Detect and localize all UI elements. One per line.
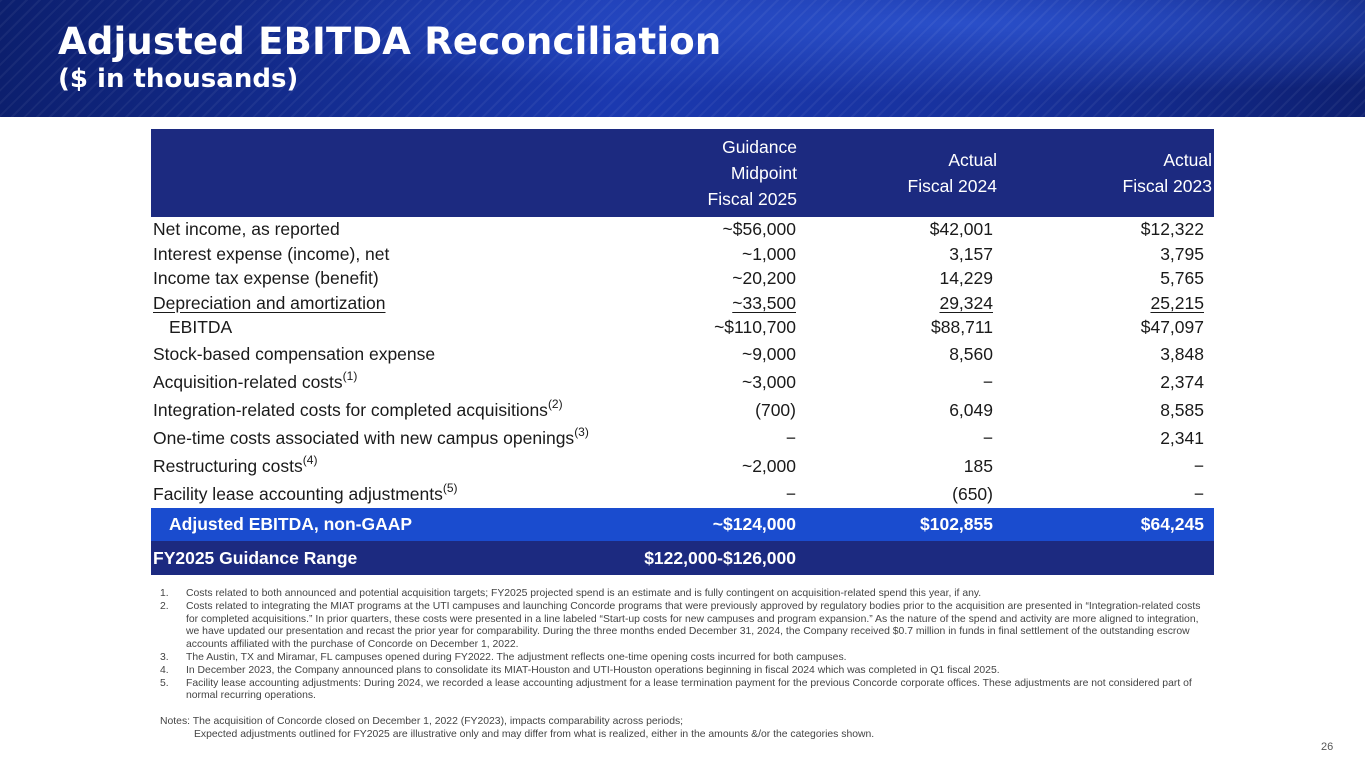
- cell-fy2023: 2,374: [1160, 371, 1204, 392]
- page-number: 26: [1321, 741, 1334, 753]
- table-row: [151, 291, 1214, 316]
- cell-fy2023: 3,848: [1160, 343, 1204, 364]
- row-label: EBITDA: [169, 317, 233, 337]
- row-label: Income tax expense (benefit): [153, 268, 379, 288]
- table-row: [151, 480, 1214, 508]
- cell-fy2023: $47,097: [1140, 317, 1204, 337]
- cell-fy2025: (700): [755, 399, 796, 420]
- cell-fy2024: 185: [963, 455, 993, 476]
- footnote-item: 1. Costs related to both announced and potential acquisition targets; FY2025 projected spend is an estimate and is fully contingent on acquisition-related spend this year, if any.: [160, 588, 982, 599]
- table-header-row: [151, 129, 1214, 217]
- cell-fy2025: ~$110,700: [714, 317, 796, 337]
- cell-fy2024: 3,157: [949, 243, 993, 264]
- page-subtitle: ($ in thousands): [58, 64, 299, 94]
- table-row: [151, 242, 1214, 267]
- cell-fy2024: 29,324: [939, 292, 993, 313]
- cell-fy2023: 25,215: [1150, 292, 1204, 313]
- row-label: Stock-based compensation expense: [153, 343, 436, 364]
- row-label: Restructuring costs: [153, 455, 303, 476]
- adjusted-ebitda-row: [151, 508, 1214, 541]
- row-label: Interest expense (income), net: [153, 243, 390, 264]
- cell-fy2024: $42,001: [929, 219, 993, 239]
- cell-fy2025: −: [785, 427, 796, 448]
- cell-fy2025: ~$124,000: [616, 508, 801, 541]
- row-label: Integration-related costs for completed acquisitions: [153, 399, 548, 420]
- cell-fy2025: ~33,500: [732, 292, 796, 313]
- page-title: Adjusted EBITDA Reconciliation: [58, 20, 722, 63]
- cell-fy2024: (650): [952, 483, 993, 504]
- footnote-ref: (4): [302, 452, 318, 467]
- footnote-item: 3. The Austin, TX and Miramar, FL campuses opened during FY2022. The adjustment reflects one-time opening costs incurred for both campuses.: [160, 651, 847, 663]
- footnote-item: 2. Costs related to integrating the MIAT programs at the UTI campuses and launching Concorde programs that were previously approved by regulatory bodies prior to the acquisition are presented in “Integration-related costs for completed acquisitions.” In prior quarters, these costs were presented in a line labeled “Start-up costs for new campuses and program expansion.” As the nature of the spend and activity are more aligned to integration, we have updated our presentation and recast the prior year for comparability. During the three months ended December 31, 2024, the Company received $0.7 million in funds in final settlement of the outstanding escrow accounts affiliated with the purchase of Concorde on December 1, 2022.: [160, 600, 1201, 651]
- table-row: [151, 266, 1214, 291]
- row-label: Adjusted EBITDA, non-GAAP: [151, 508, 616, 541]
- table-row: [151, 340, 1214, 368]
- cell-fy2025: ~3,000: [741, 371, 796, 392]
- table-row: [151, 396, 1214, 424]
- row-label: Acquisition-related costs: [153, 371, 343, 392]
- notes-line-1: Notes: The acquisition of Concorde closed on December 1, 2022 (FY2023), impacts comparability across periods;: [160, 716, 684, 728]
- cell-fy2024: 14,229: [939, 268, 993, 288]
- header-actual-fiscal-2023: Actual Fiscal 2023: [1001, 129, 1214, 217]
- ebitda-reconciliation-table: [151, 129, 1214, 575]
- cell-fy2023: −: [1193, 483, 1204, 504]
- footnote-item: 4. In December 2023, the Company announced plans to consolidate its MIAT-Houston and UTI-Houston operations beginning in fiscal 2024 which was completed in Q1 fiscal 2025.: [160, 664, 1000, 676]
- footnotes: [160, 588, 1210, 742]
- cell-fy2023: 5,765: [1160, 268, 1204, 288]
- cell-fy2023: $12,322: [1140, 219, 1204, 239]
- cell-fy2025: −: [785, 483, 796, 504]
- guidance-range-value: $122,000-$126,000: [616, 541, 801, 575]
- cell-fy2025: ~1,000: [741, 243, 796, 264]
- guidance-range-label: FY2025 Guidance Range: [151, 541, 616, 575]
- cell-fy2025: ~20,200: [732, 268, 796, 288]
- table-row: [151, 452, 1214, 480]
- cell-fy2024: $102,855: [801, 508, 1001, 541]
- cell-fy2024: 8,560: [949, 343, 993, 364]
- cell-fy2023: −: [1193, 455, 1204, 476]
- cell-fy2024: −: [982, 371, 993, 392]
- cell-fy2024: −: [982, 427, 993, 448]
- row-label: One-time costs associated with new campus openings: [153, 427, 575, 448]
- notes: [160, 716, 1210, 742]
- cell-fy2024: 6,049: [949, 399, 993, 420]
- guidance-range-row: [151, 541, 1214, 575]
- title-banner: [0, 0, 1365, 117]
- header-empty-cell: [151, 129, 616, 217]
- row-label: Net income, as reported: [153, 219, 340, 239]
- footnote-item: 5. Facility lease accounting adjustments: During 2024, we recorded a lease accounting adjustment for a lease termination payment for the previous Concorde corporate offices. These adjustments are not considered part of normal recurring operations.: [160, 677, 1192, 702]
- row-label: Facility lease accounting adjustments: [153, 483, 443, 504]
- row-label: Depreciation and amortization: [153, 292, 386, 313]
- ebitda-subtotal-row: [151, 315, 1214, 340]
- cell-fy2023: 8,585: [1160, 399, 1204, 420]
- table-row: [151, 368, 1214, 396]
- cell-fy2023: $64,245: [1001, 508, 1214, 541]
- cell-fy2024: $88,711: [931, 317, 993, 337]
- cell-fy2023: 2,341: [1160, 427, 1204, 448]
- footnote-ref: (3): [574, 424, 589, 439]
- cell-fy2025: ~9,000: [741, 343, 796, 364]
- cell-fy2023: 3,795: [1160, 243, 1204, 264]
- cell-fy2025: ~2,000: [741, 455, 796, 476]
- table-row: [151, 217, 1214, 242]
- header-actual-fiscal-2024: Actual Fiscal 2024: [801, 129, 1001, 217]
- notes-line-2: Expected adjustments outlined for FY2025 are illustrative only and may differ from what is realized, either in the amounts &/or the categories shown.: [194, 728, 875, 740]
- footnote-ref: (5): [442, 480, 458, 495]
- footnote-ref: (1): [342, 368, 358, 383]
- cell-fy2025: ~$56,000: [722, 219, 796, 239]
- table-row: [151, 424, 1214, 452]
- header-guidance-fiscal-2025: Guidance Midpoint Fiscal 2025: [616, 129, 801, 217]
- footnote-ref: (2): [547, 396, 563, 411]
